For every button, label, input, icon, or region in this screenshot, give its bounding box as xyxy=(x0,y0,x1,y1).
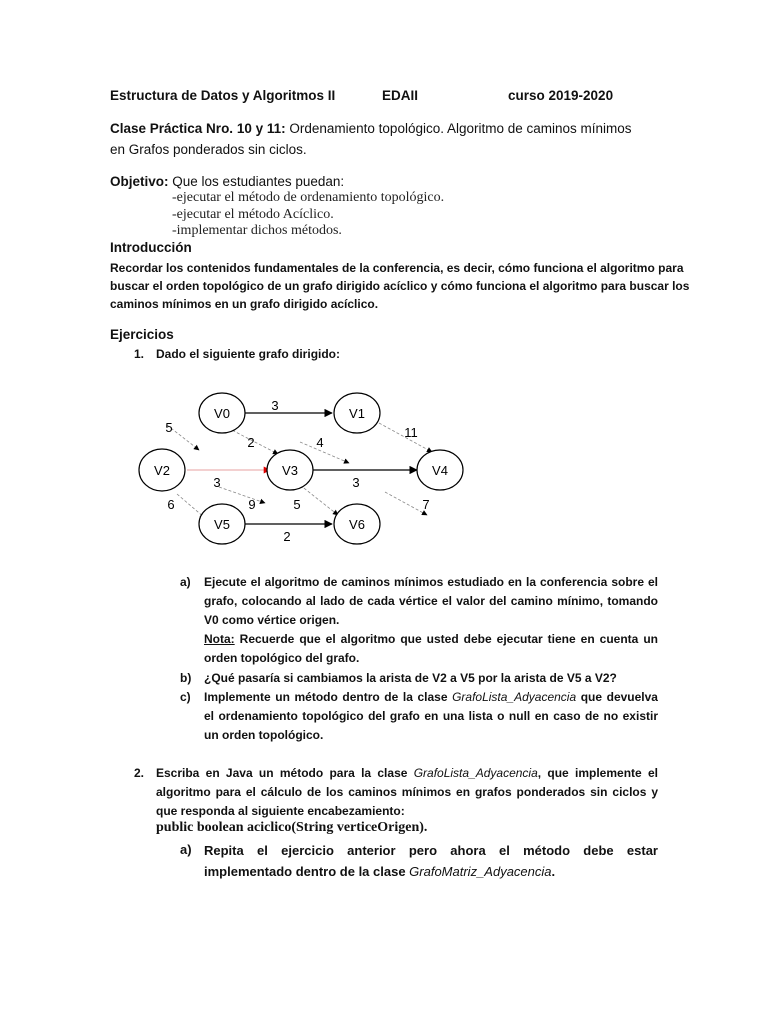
node-v0 xyxy=(199,393,245,433)
clase-title-line1 xyxy=(110,121,632,136)
ex2-text xyxy=(156,764,658,821)
weight-v2-v5: 6 xyxy=(167,497,175,512)
intro-text: Recordar los contenidos fundamentales de la conferencia, es decir, cómo funciona el algoritmo para buscar el orden topológico de un grafo dirigido acíclico y cómo funciona el algoritmo para buscar los caminos mínimos en un grafo dirigido acíclico. xyxy=(110,261,690,311)
ex1-c-label: c) xyxy=(180,690,191,704)
weight-v0-v1: 3 xyxy=(271,398,279,413)
objetivo-text: Que los estudiantes puedan: xyxy=(172,174,345,189)
edge-v2-v5 xyxy=(177,494,205,518)
node-v2 xyxy=(139,449,185,491)
course-name: Estructura de Datos y Algoritmos II xyxy=(110,88,336,103)
node-v6-label: V6 xyxy=(349,517,365,532)
ex1-c-class: GrafoLista_Adyacencia xyxy=(452,690,577,704)
ex1-a-label: a) xyxy=(180,575,191,589)
ex2-text2: , que implemente el algoritmo para el cálculo de los caminos mínimos en grafos ponderados sin ciclos y que responda al siguiente encabezamiento: xyxy=(156,766,658,818)
node-v2-label: V2 xyxy=(154,463,170,478)
ex2-a-class: GrafoMatriz_Adyacencia xyxy=(409,864,552,879)
node-v1 xyxy=(334,393,380,433)
weight-v3-v6: 5 xyxy=(293,497,301,512)
weight-v0-v3: 2 xyxy=(247,435,255,450)
node-v5 xyxy=(199,504,245,544)
ex2-a-text xyxy=(204,840,658,882)
node-v3-label: V3 xyxy=(282,463,298,478)
ex2-a-text1: Repita el ejercicio anterior pero ahora el método debe estar implementado dentro de la clase xyxy=(204,843,658,879)
ex1-c-text2: que devuelva el ordenamiento topológico del grafo en una lista o null en caso de no existir un orden topológico. xyxy=(204,690,658,742)
ex1-b-label: b) xyxy=(180,671,192,685)
node-v3 xyxy=(267,450,313,490)
ex1-nota-text: Recuerde que el algoritmo que usted debe ejecutar tiene en cuenta un orden topológico del grafo. xyxy=(204,632,658,665)
objetivo xyxy=(110,174,344,189)
weight-v2-v0: 5 xyxy=(165,420,173,435)
intro-heading: Introducción xyxy=(110,240,192,255)
ex1-nota-label: Nota: xyxy=(204,632,235,646)
clase-title: Ordenamiento topológico. Algoritmo de caminos mínimos xyxy=(289,121,632,136)
objetivo-item-1: -ejecutar el método de ordenamiento topológico. xyxy=(172,190,445,205)
node-v0-label: V0 xyxy=(214,406,230,421)
node-v4 xyxy=(417,450,463,490)
weight-v2-v3: 3 xyxy=(213,475,221,490)
edge-v5-v3 xyxy=(219,487,265,503)
ex2-signature: public boolean aciclico(String verticeOrigen). xyxy=(156,820,428,835)
ex1-a-text xyxy=(204,573,658,668)
ex1-b-text: ¿Qué pasaría si cambiamos la arista de V2 a V5 por la arista de V5 a V2? xyxy=(204,671,617,685)
ex2-class: GrafoLista_Adyacencia xyxy=(413,766,538,780)
clase-title-line2: en Grafos ponderados sin ciclos. xyxy=(110,142,307,157)
clase-label: Clase Práctica Nro. 10 y 11: xyxy=(110,121,286,136)
objetivo-item-2: -ejecutar el método Acíclico. xyxy=(172,207,334,222)
directed-graph xyxy=(135,388,475,553)
course-year: curso 2019-2020 xyxy=(508,88,614,103)
node-v6 xyxy=(334,504,380,544)
objetivo-item-3: -implementar dichos métodos. xyxy=(172,223,342,238)
weight-v3-4: 4 xyxy=(316,435,324,450)
course-code: EDAII xyxy=(382,88,419,103)
node-v5-label: V5 xyxy=(214,517,230,532)
weight-v5-v6: 2 xyxy=(283,529,291,544)
edge-v4-7 xyxy=(385,492,430,515)
weight-v1-v4: 11 xyxy=(404,425,418,440)
node-v1-label: V1 xyxy=(349,406,365,421)
ex1-c-text xyxy=(204,688,658,745)
weight-v5-v3: 9 xyxy=(248,497,256,512)
ex2-number: 2. xyxy=(134,766,145,780)
ex1-a-body: Ejecute el algoritmo de caminos mínimos estudiado en la conferencia sobre el grafo, colocando al lado de cada vértice el valor del camino mínimo, tomando V0 como vértice origen. xyxy=(204,575,658,627)
ex2-a-text2: . xyxy=(551,864,556,879)
weight-v3-v4: 3 xyxy=(352,475,360,490)
ejercicios-heading: Ejercicios xyxy=(110,327,174,342)
ex1-number: 1. xyxy=(134,347,145,361)
weight-v4-7: 7 xyxy=(422,497,430,512)
edge-v3-v6 xyxy=(300,485,338,515)
ex1-c-text1: Implemente un método dentro de la clase xyxy=(204,690,453,704)
ex1-text: Dado el siguiente grafo dirigido: xyxy=(156,347,341,361)
ex2-a-label: a) xyxy=(180,842,192,857)
node-v4-label: V4 xyxy=(432,463,448,478)
objetivo-label: Objetivo: xyxy=(110,174,169,189)
ex2-text1: Escriba en Java un método para la clase xyxy=(156,766,414,780)
